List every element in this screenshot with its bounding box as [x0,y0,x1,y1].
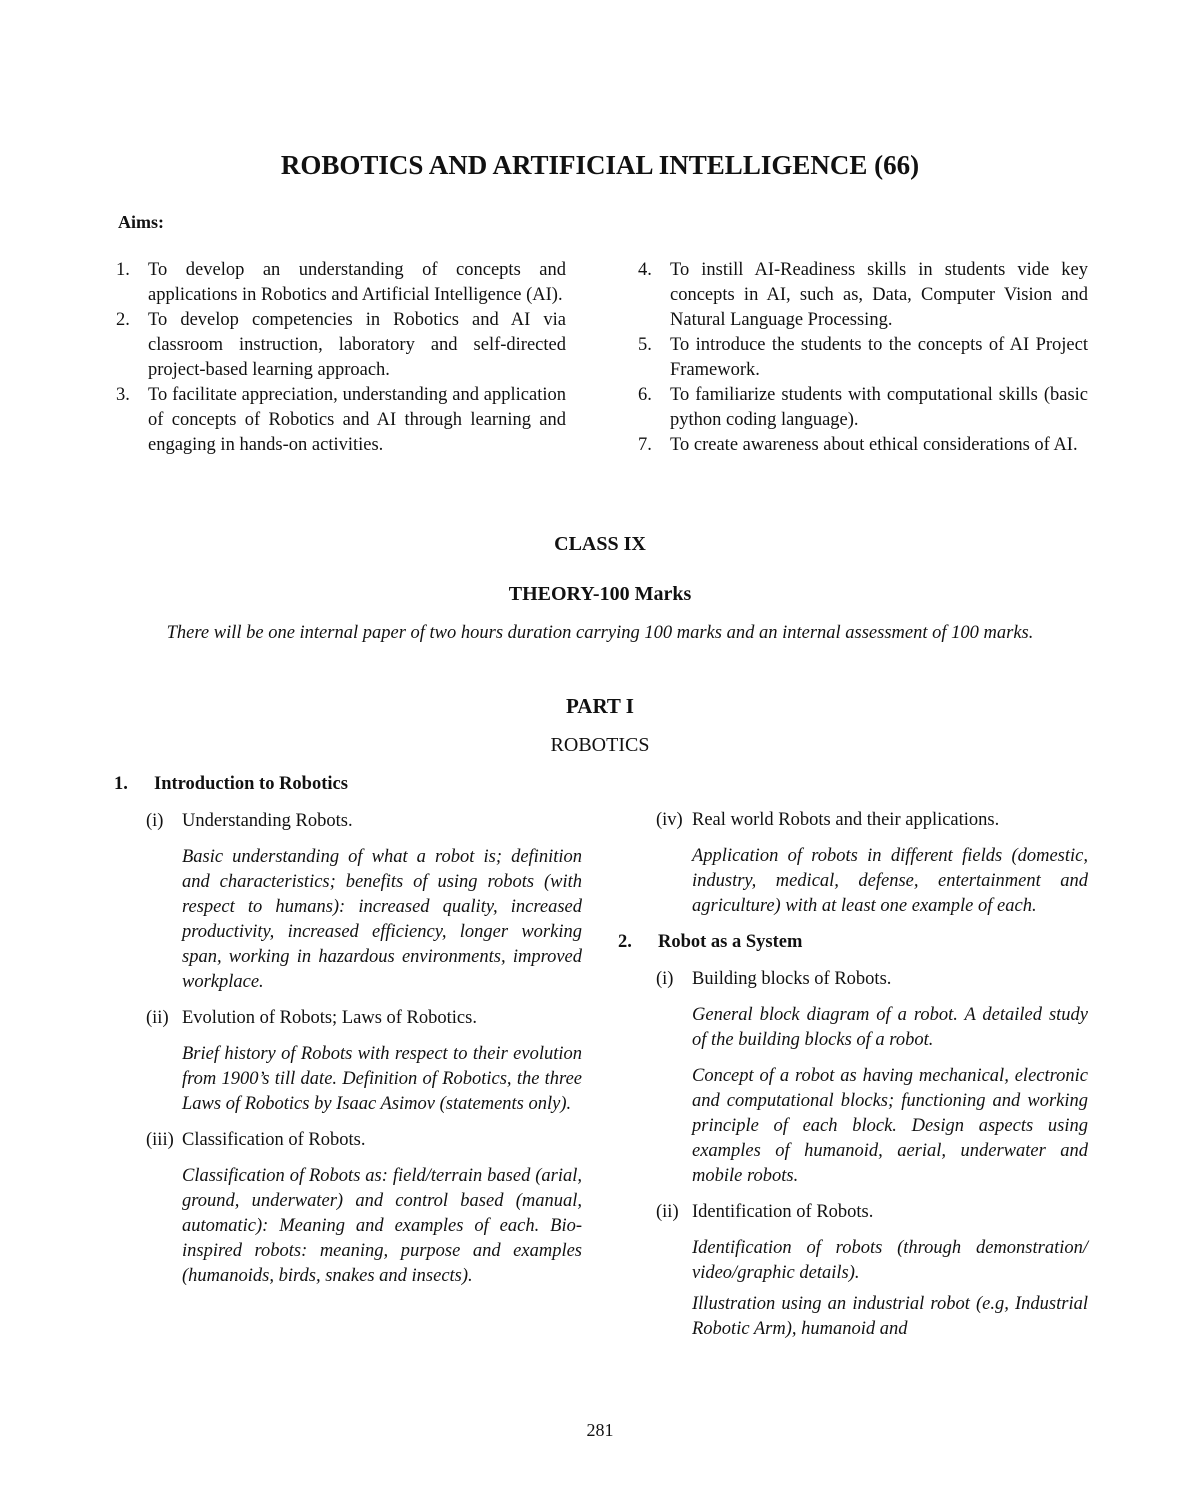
topic-item: (ii) Identification of Robots. [656,1202,874,1222]
topic-description: Classification of Robots as: field/terrain based (arial, ground, underwater) and control based (manual, automatic): Meaning and examples of each. Bio-inspired robots: meaning, purpose and examples (humanoids, birds, snakes and insects). [182,1166,582,1286]
aim-item: 6. To familiarize students with computational skills (basic python coding language). [638,385,1088,430]
part-heading: PART I [566,694,634,718]
page-title: ROBOTICS AND ARTIFICIAL INTELLIGENCE (66) [280,150,920,180]
topic-description: General block diagram of a robot. A detailed study of the building blocks of a robot. [692,1005,1088,1050]
aim-item: 3. To facilitate appreciation, understanding and application of concepts of Robotics and AI through learning and engaging in hands-on activities. [116,385,566,455]
theory-heading: THEORY-100 Marks [508,583,692,605]
topic-description: Concept of a robot as having mechanical, electronic and computational blocks; functioning and working principle of each block. Design aspects using examples of humanoid, aerial, underwater and mobile robots. [692,1066,1088,1186]
topic-description: Brief history of Robots with respect to their evolution from 1900’s till date. Definition of Robotics, the three Laws of Robotics by Isaac Asimov (statements only). [182,1044,582,1114]
topic-item: (iv) Real world Robots and their applications. [656,810,1000,830]
content-right-column [618,808,1088,1353]
topic-item: (ii) Evolution of Robots; Laws of Robotics. [146,1008,477,1028]
theory-note: There will be one internal paper of two hours duration carrying 100 marks and an internal assessment of 100 marks. [166,623,1034,643]
section-heading: 1. Introduction to Robotics [114,774,348,794]
section-body [114,809,582,1289]
aim-item: 1. To develop an understanding of concepts and applications in Robotics and Artificial Intelligence (AI). [116,260,566,305]
class-heading: CLASS IX [554,533,646,555]
aims-label: Aims: [118,212,164,232]
section-body [618,967,1088,1342]
content-left-column [114,772,582,1300]
topic-item: (iii) Classification of Robots. [146,1130,366,1150]
aims-left-column [116,258,566,458]
topic-description: Application of robots in different fields (domestic, industry, medical, defense, entertainment and agriculture) with at least one example of each. [692,846,1088,916]
section-continuation [618,808,1088,919]
part-subheading: ROBOTICS [550,734,650,756]
aim-item: 4. To instill AI-Readiness skills in students vide key concepts in AI, such as, Data, Computer Vision and Natural Language Processing. [638,260,1088,330]
topic-item: (i) Understanding Robots. [146,811,353,831]
topic-description: Illustration using an industrial robot (e.g, Industrial Robotic Arm), humanoid and [692,1294,1088,1339]
topic-description: Identification of robots (through demonstration/ video/graphic details). [692,1238,1088,1283]
topic-item: (i) Building blocks of Robots. [656,969,892,989]
page-number: 281 [586,1420,614,1440]
topic-description: Basic understanding of what a robot is; definition and characteristics; benefits of using robots (with respect to humans): increased quality, increased productivity, increased efficiency, longer working span, working in hazardous environments, improved workplace. [182,847,582,992]
section-heading: 2. Robot as a System [618,932,803,952]
aim-item: 7. To create awareness about ethical considerations of AI. [638,435,1078,455]
aims-right-column [638,258,1088,458]
aim-item: 5. To introduce the students to the concepts of AI Project Framework. [638,335,1088,380]
aim-item: 2. To develop competencies in Robotics and AI via classroom instruction, laboratory and self-directed project-based learning approach. [116,310,566,380]
